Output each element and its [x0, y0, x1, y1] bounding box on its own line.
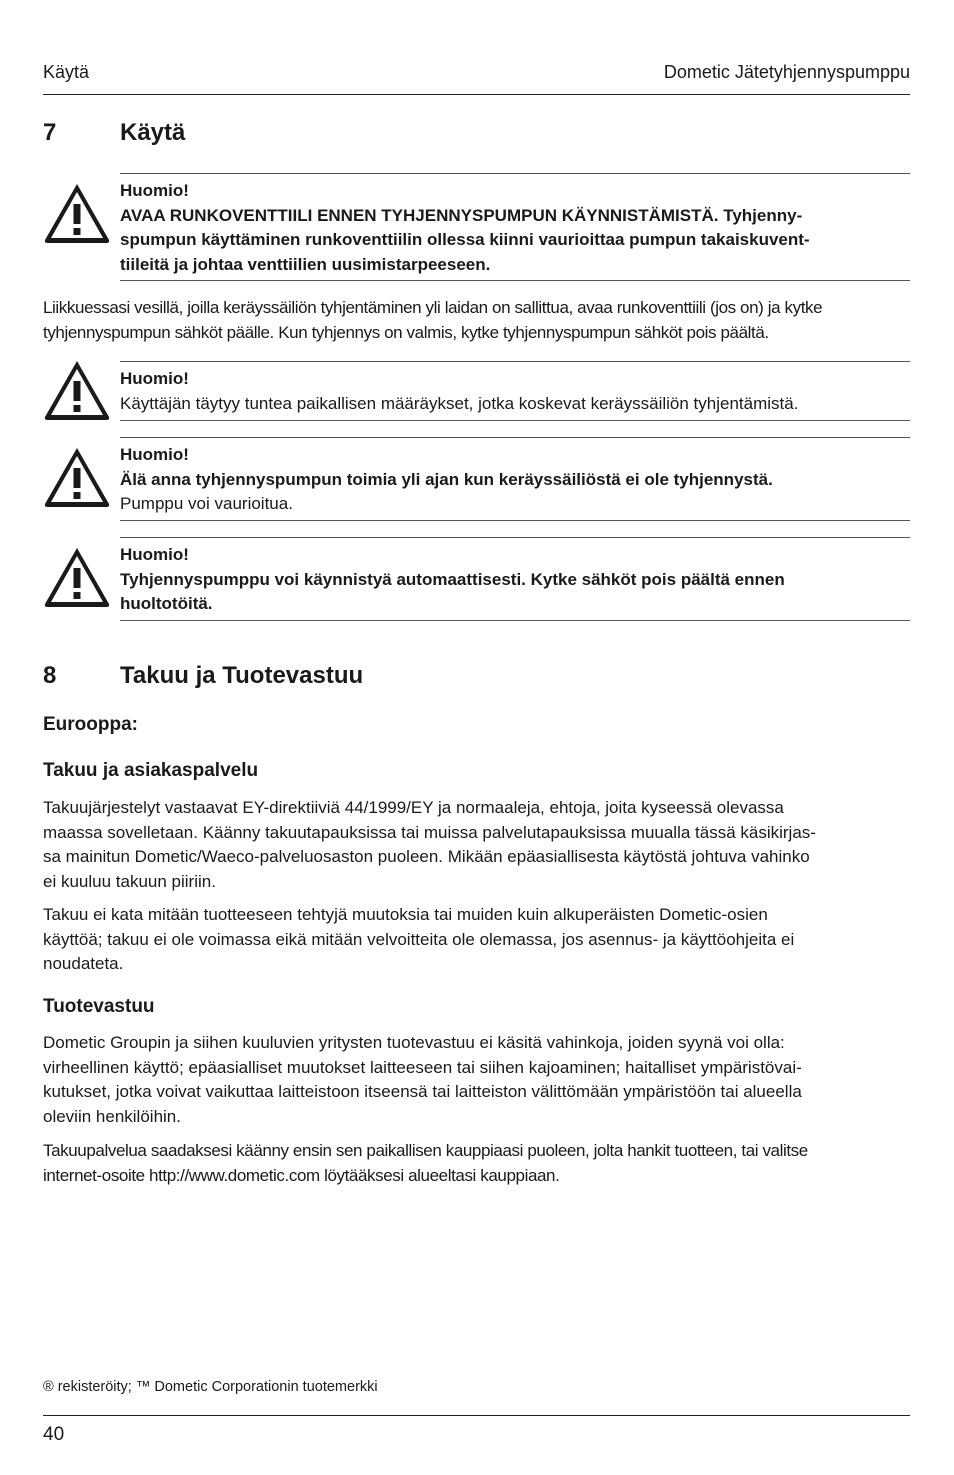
liability-paragraph-1 — [43, 1031, 913, 1129]
paragraph-line: käyttöä; takuu ei ole voimassa eikä mitään velvoitteita ole olemassa, jos asennus- ja käyttöohjeita ei — [43, 929, 795, 949]
paragraph-line: Takuu ei kata mitään tuotteeseen tehtyjä muutoksia tai muiden kuin alkuperäisten Dometic-osien — [43, 905, 768, 924]
warning-4-line: huoltotöitä. — [120, 594, 213, 613]
liability-paragraph-2 — [43, 1139, 913, 1188]
paragraph-line: ei kuuluu takuun piiriin. — [43, 871, 216, 891]
warranty-paragraph-1 — [43, 796, 913, 894]
warning-3-bold-line: Älä anna tyhjennyspumpun toimia yli ajan kun keräyssäiliöstä ei ole tyhjennystä. — [120, 469, 773, 489]
warning-2-label: Huomio! — [120, 369, 189, 388]
paragraph-line: sa mainitun Dometic/Waeco-palveluosaston puoleen. Mikään epäasiallisesta käytöstä johtuva vahinko — [43, 847, 810, 866]
header-section-label: Käytä — [43, 62, 90, 82]
section-7-paragraph — [43, 296, 913, 345]
warranty-paragraph-2 — [43, 903, 913, 977]
section-7-title: Käytä — [120, 119, 186, 146]
warning-4-line: Tyhjennyspumppu voi käynnistyä automaattisesti. Kytke sähköt pois päältä ennen — [120, 569, 785, 589]
warning-4-text — [120, 537, 910, 621]
warning-1-text — [120, 173, 910, 281]
warning-triangle-icon — [43, 446, 111, 508]
paragraph-line: kutukset, jotka voivat vaikuttaa laitteistoon itseensä tai laitteiston välittömään ympäristöön tai alueella — [43, 1082, 802, 1101]
warning-1-line: spumpun käyttäminen runkoventtiilin ollessa kiinni vaurioittaa pumpun takaiskuvent- — [120, 230, 810, 249]
paragraph-line: Takuujärjestelyt vastaavat EY-direktiiviä 44/1999/EY ja normaaleja, ehtoja, joita kyseessä olevassa — [43, 798, 784, 817]
paragraph-line: Takuupalvelua saadaksesi käänny ensin sen paikallisen kauppiaasi puoleen, jolta hankit tuotteen, tai valitse — [43, 1141, 808, 1160]
paragraph-line: noudateta. — [43, 954, 124, 973]
warning-1-line: tiileitä ja johtaa venttiilien uusimistarpeeseen. — [120, 254, 491, 274]
paragraph-line: internet-osoite http://www.dometic.com löytääksesi alueeltasi kauppiaan. — [43, 1165, 560, 1185]
warning-3-line: Pumppu voi vaurioitua. — [120, 494, 293, 513]
paragraph-line: Liikkuessasi vesillä, joilla keräyssäiliön tyhjentäminen yli laidan on sallittua, avaa runkoventtiili (jos on) ja kytke — [43, 298, 823, 317]
warning-triangle-icon — [43, 182, 111, 244]
paragraph-line: Dometic Groupin ja siihen kuuluvien yritysten tuotevastuu ei käsitä vahinkoja, joiden syynä voi olla: — [43, 1033, 785, 1052]
region-heading: Eurooppa: — [43, 714, 138, 735]
warning-1-line: AVAA RUNKOVENTTIILI ENNEN TYHJENNYSPUMPUN KÄYNNISTÄMISTÄ. Tyhjenny- — [120, 205, 803, 225]
paragraph-line: tyhjennyspumpun sähköt päälle. Kun tyhjennys on valmis, kytke tyhjennyspumpun sähköt pois päältä. — [43, 322, 769, 342]
paragraph-line: oleviin henkilöihin. — [43, 1106, 181, 1126]
warning-2-text — [120, 361, 910, 421]
section-8-title: Takuu ja Tuotevastuu — [120, 662, 364, 689]
page-number: 40 — [43, 1424, 65, 1445]
warning-3-text — [120, 437, 910, 521]
liability-heading: Tuotevastuu — [43, 996, 155, 1017]
warning-triangle-icon — [43, 546, 111, 608]
section-8-heading — [43, 662, 363, 690]
warning-3-label: Huomio! — [120, 445, 189, 464]
header-product-name: Dometic Jätetyhjennyspumppu — [663, 62, 910, 82]
warning-block-2 — [43, 361, 910, 421]
section-7-heading — [43, 119, 185, 147]
warning-4-label: Huomio! — [120, 545, 189, 564]
section-7-number: 7 — [43, 119, 57, 146]
footer-divider — [43, 1415, 910, 1416]
warning-triangle-icon — [43, 359, 111, 421]
section-8-number: 8 — [43, 662, 57, 689]
warranty-heading: Takuu ja asiakaspalvelu — [43, 760, 259, 781]
warning-block-4 — [43, 537, 910, 621]
paragraph-line: maassa sovelletaan. Käänny takuutapauksissa tai muissa palvelutapauksissa muualla tässä käsikirjas- — [43, 822, 816, 842]
page-header — [43, 60, 910, 95]
warning-block-3 — [43, 437, 910, 521]
paragraph-line: virheellinen käyttö; epäasialliset muutokset laitteeseen tai siihen kajoaminen; haitalliset ympäristövai- — [43, 1057, 802, 1077]
trademark-footnote: ® rekisteröity; ™ Dometic Corporationin tuotemerkki — [43, 1379, 378, 1395]
warning-block-1 — [43, 173, 910, 281]
warning-2-line: Käyttäjän täytyy tuntea paikallisen määräykset, jotka koskevat keräyssäiliön tyhjentämistä. — [120, 393, 799, 413]
warning-1-label: Huomio! — [120, 181, 189, 200]
